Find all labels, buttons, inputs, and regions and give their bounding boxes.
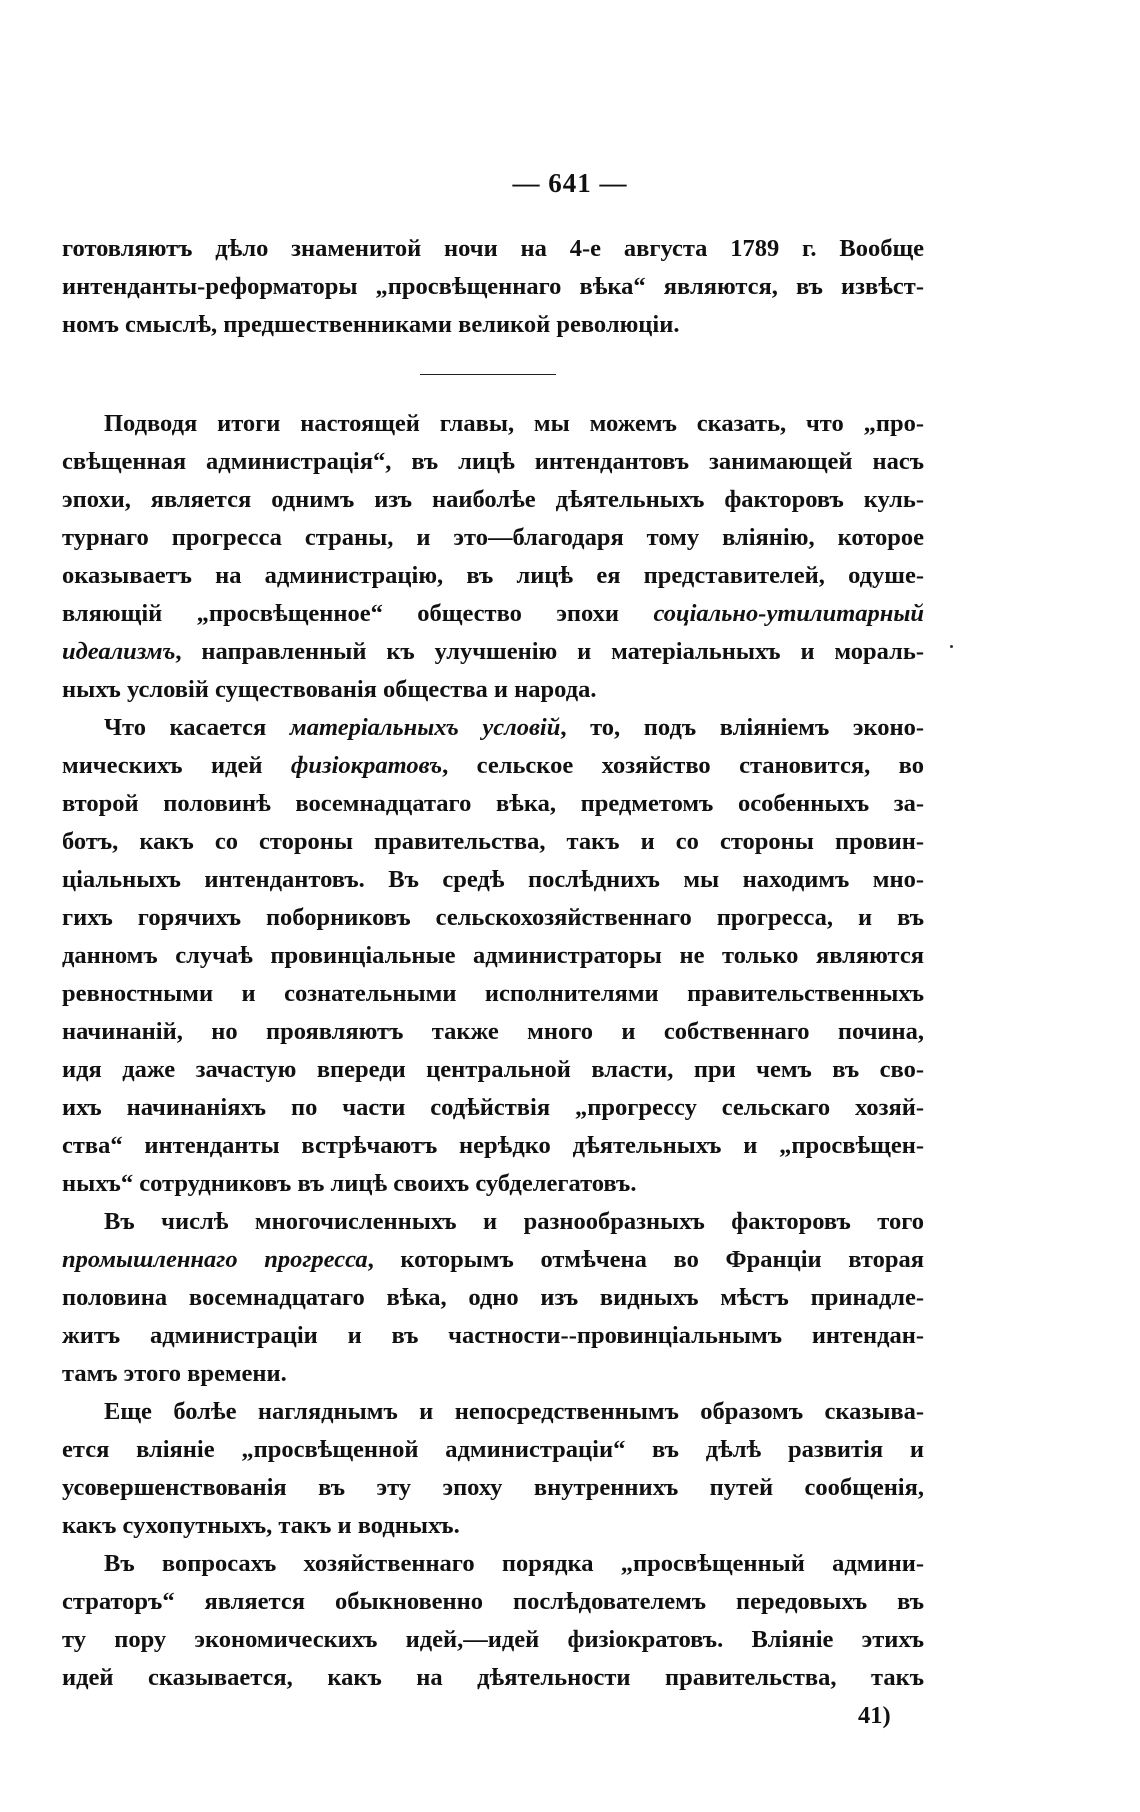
paragraph-line: [104, 709, 924, 747]
paragraph-line: страторъ“ является обыкновенно послѣдователемъ передовыхъ въ: [62, 1588, 924, 1615]
paragraph-line: Въ вопросахъ хозяйственнаго порядка „просвѣщенный админи-: [104, 1550, 924, 1577]
paragraph-line: житъ администраціи и въ частности--провинціальнымъ интендан-: [62, 1322, 924, 1349]
paragraph-line: ревностными и сознательными исполнителями правительственныхъ: [62, 980, 924, 1007]
italic-term: идеализмъ: [62, 638, 176, 665]
italic-term: соціально-утилитарный: [653, 600, 924, 627]
paragraph-line: ныхъ условій существованія общества и народа.: [62, 676, 597, 703]
paragraph-line: интенданты-реформаторы „просвѣщеннаго вѣка“ являются, въ извѣст-: [62, 273, 924, 300]
page-number: — 641 —: [512, 168, 628, 198]
paragraph-line: [62, 595, 924, 633]
paragraph-line: ется вліяніе „просвѣщенной администраціи“ въ дѣлѣ развитія и: [62, 1436, 924, 1463]
paragraph-line: готовляютъ дѣло знаменитой ночи на 4-е августа 1789 г. Вообще: [62, 235, 924, 262]
paragraph-line: данномъ случаѣ провинціальные администраторы не только являются: [62, 942, 924, 969]
italic-term: матеріальныхъ условій: [289, 714, 561, 741]
paragraph-line: ихъ начинаніяхъ по части содѣйствія „прогрессу сельскаго хозяй-: [62, 1094, 924, 1121]
text-run: , то, подъ вліяніемъ эконо-: [560, 714, 924, 741]
paragraph-line: свѣщенная администрація“, въ лицѣ интендантовъ занимающей насъ: [62, 448, 924, 475]
paragraph-line: какъ сухопутныхъ, такъ и водныхъ.: [62, 1512, 460, 1539]
text-run: , направленный къ улучшенію и матеріальныхъ и мораль-: [175, 638, 924, 665]
paragraph-line: Подводя итоги настоящей главы, мы можемъ сказать, что „про-: [104, 410, 924, 437]
paragraph-line: эпохи, является однимъ изъ наиболѣе дѣятельныхъ факторовъ куль-: [62, 486, 924, 513]
text-run: вляющій „просвѣщенное“ общество эпохи: [62, 600, 654, 627]
paragraph-line: гихъ горячихъ поборниковъ сельскохозяйственнаго прогресса, и въ: [62, 904, 924, 931]
paragraph-line: ства“ интенданты встрѣчаютъ нерѣдко дѣятельныхъ и „просвѣщен-: [62, 1132, 924, 1159]
text-run: Что касается: [104, 714, 290, 741]
paragraph-line: турнаго прогресса страны, и это—благодаря тому вліянію, которое: [62, 524, 924, 551]
paragraph-line: ныхъ“ сотрудниковъ въ лицѣ своихъ субделегатовъ.: [62, 1170, 637, 1197]
paragraph-line: [62, 633, 924, 671]
paragraph-line: второй половинѣ восемнадцатаго вѣка, предметомъ особенныхъ за-: [62, 790, 924, 817]
italic-term: физіократовъ: [290, 752, 443, 779]
paragraph-line: идя даже зачастую впереди центральной власти, при чемъ въ сво-: [62, 1056, 924, 1083]
paragraph-line: ціальныхъ интендантовъ. Въ средѣ послѣднихъ мы находимъ мно-: [62, 866, 924, 893]
paragraph-line: [62, 747, 924, 785]
text-run: , которымъ отмѣчена во Франціи вторая: [367, 1246, 924, 1273]
text-run: , сельское хозяйство становится, во: [442, 752, 924, 779]
section-divider: [420, 374, 556, 375]
text-run: мическихъ идей: [62, 752, 291, 779]
paragraph-line: ботъ, какъ со стороны правительства, такъ и со стороны провин-: [62, 828, 924, 855]
paragraph-line: идей сказывается, какъ на дѣятельности правительства, такъ: [62, 1664, 924, 1691]
paragraph-line: [62, 1241, 924, 1279]
paragraph-line: усовершенствованія въ эту эпоху внутреннихъ путей сообщенія,: [62, 1474, 924, 1501]
print-speck: [950, 645, 953, 648]
paragraph-line: Еще болѣе нагляднымъ и непосредственнымъ образомъ сказыва-: [104, 1398, 924, 1425]
footnote-reference: 41): [858, 1702, 891, 1729]
paragraph-line: номъ смыслѣ, предшественниками великой революціи.: [62, 311, 680, 338]
paragraph-line: начинаній, но проявляютъ также много и собственнаго почина,: [62, 1018, 924, 1045]
paragraph-line: половина восемнадцатаго вѣка, одно изъ видныхъ мѣстъ принадле-: [62, 1284, 924, 1311]
italic-term: промышленнаго прогресса: [62, 1246, 368, 1273]
paragraph-line: Въ числѣ многочисленныхъ и разнообразныхъ факторовъ того: [104, 1208, 924, 1235]
paragraph-line: тамъ этого времени.: [62, 1360, 287, 1387]
paragraph-line: ту пору экономическихъ идей,—идей физіократовъ. Вліяніе этихъ: [62, 1626, 924, 1653]
paragraph-line: оказываетъ на администрацію, въ лицѣ ея представителей, одуше-: [62, 562, 924, 589]
